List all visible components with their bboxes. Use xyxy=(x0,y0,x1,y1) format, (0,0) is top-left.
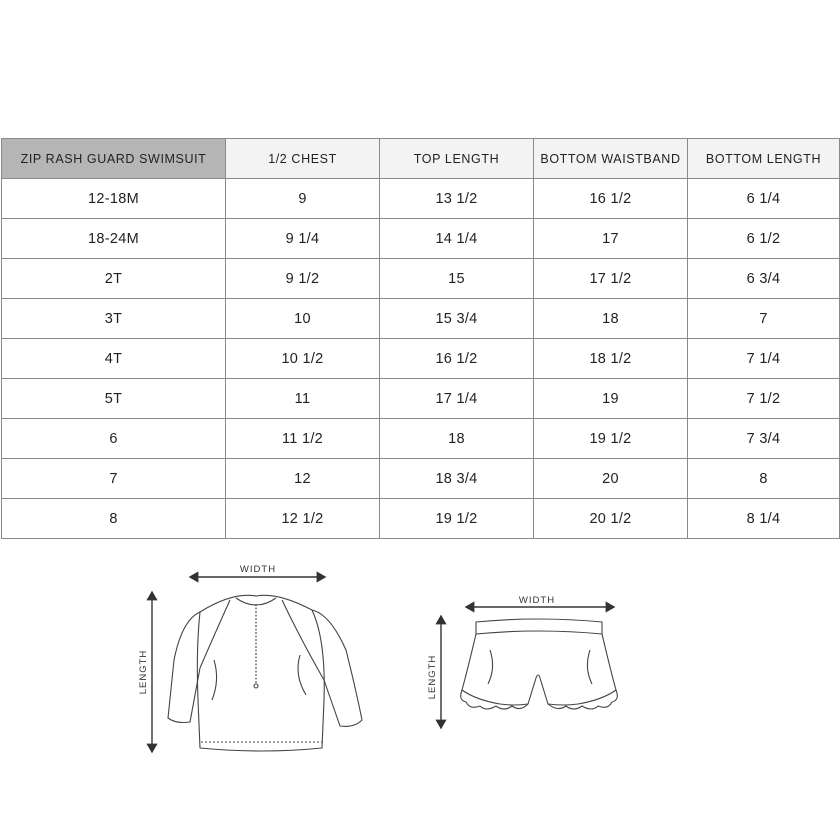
top-length-cell: 13 1/2 xyxy=(380,179,534,219)
size-cell: 2T xyxy=(2,259,226,299)
rash-guard-illustration xyxy=(138,564,362,752)
size-cell: 5T xyxy=(2,379,226,419)
swim-bottom-illustration xyxy=(427,595,617,728)
table-row xyxy=(2,459,840,499)
chest-cell: 9 xyxy=(226,179,380,219)
waistband-cell: 18 1/2 xyxy=(534,339,688,379)
chest-cell: 9 1/2 xyxy=(226,259,380,299)
waistband-cell: 16 1/2 xyxy=(534,179,688,219)
table-row xyxy=(2,259,840,299)
size-cell: 3T xyxy=(2,299,226,339)
chest-cell: 11 xyxy=(226,379,380,419)
table-row xyxy=(2,299,840,339)
bottom-length-cell: 7 xyxy=(688,299,840,339)
chest-cell: 10 xyxy=(226,299,380,339)
waistband-cell: 20 1/2 xyxy=(534,499,688,539)
top-length-cell: 19 1/2 xyxy=(380,499,534,539)
top-length-cell: 15 3/4 xyxy=(380,299,534,339)
top-length-cell: 15 xyxy=(380,259,534,299)
size-cell: 7 xyxy=(2,459,226,499)
header-bottom-waistband: BOTTOM WAISTBAND xyxy=(534,139,688,179)
bottom-length-cell: 6 3/4 xyxy=(688,259,840,299)
table-row xyxy=(2,379,840,419)
header-product: ZIP RASH GUARD SWIMSUIT xyxy=(2,139,226,179)
bottom-length-cell: 6 1/4 xyxy=(688,179,840,219)
size-chart-table xyxy=(1,138,840,539)
table-row xyxy=(2,339,840,379)
waistband-cell: 17 xyxy=(534,219,688,259)
waistband-cell: 17 1/2 xyxy=(534,259,688,299)
top-length-cell: 17 1/4 xyxy=(380,379,534,419)
bottom-length-cell: 8 1/4 xyxy=(688,499,840,539)
table-row xyxy=(2,219,840,259)
measurement-diagram xyxy=(0,555,840,840)
chest-cell: 11 1/2 xyxy=(226,419,380,459)
rash-guard-shirt-icon xyxy=(168,595,362,751)
waistband-cell: 18 xyxy=(534,299,688,339)
header-top-length: TOP LENGTH xyxy=(380,139,534,179)
header-row xyxy=(2,139,840,179)
waistband-cell: 19 xyxy=(534,379,688,419)
chest-cell: 12 1/2 xyxy=(226,499,380,539)
bottom-length-cell: 7 3/4 xyxy=(688,419,840,459)
top-length-cell: 18 xyxy=(380,419,534,459)
top-length-cell: 14 1/4 xyxy=(380,219,534,259)
bottom-length-cell: 7 1/4 xyxy=(688,339,840,379)
bottom-width-label: WIDTH xyxy=(518,595,556,606)
top-length-cell: 18 3/4 xyxy=(380,459,534,499)
size-cell: 12-18M xyxy=(2,179,226,219)
top-length-label: LENGTH xyxy=(138,649,149,695)
bottom-length-cell: 8 xyxy=(688,459,840,499)
chest-cell: 12 xyxy=(226,459,380,499)
swim-shorts-icon xyxy=(461,619,618,709)
waistband-cell: 20 xyxy=(534,459,688,499)
chest-cell: 10 1/2 xyxy=(226,339,380,379)
size-cell: 4T xyxy=(2,339,226,379)
header-half-chest: 1/2 CHEST xyxy=(226,139,380,179)
chest-cell: 9 1/4 xyxy=(226,219,380,259)
size-cell: 8 xyxy=(2,499,226,539)
bottom-length-label: LENGTH xyxy=(427,654,438,700)
top-length-cell: 16 1/2 xyxy=(380,339,534,379)
size-cell: 6 xyxy=(2,419,226,459)
bottom-length-cell: 6 1/2 xyxy=(688,219,840,259)
table-row xyxy=(2,419,840,459)
waistband-cell: 19 1/2 xyxy=(534,419,688,459)
table-row xyxy=(2,179,840,219)
table-row xyxy=(2,499,840,539)
top-width-label: WIDTH xyxy=(239,564,277,575)
size-cell: 18-24M xyxy=(2,219,226,259)
header-bottom-length: BOTTOM LENGTH xyxy=(688,139,840,179)
bottom-length-cell: 7 1/2 xyxy=(688,379,840,419)
